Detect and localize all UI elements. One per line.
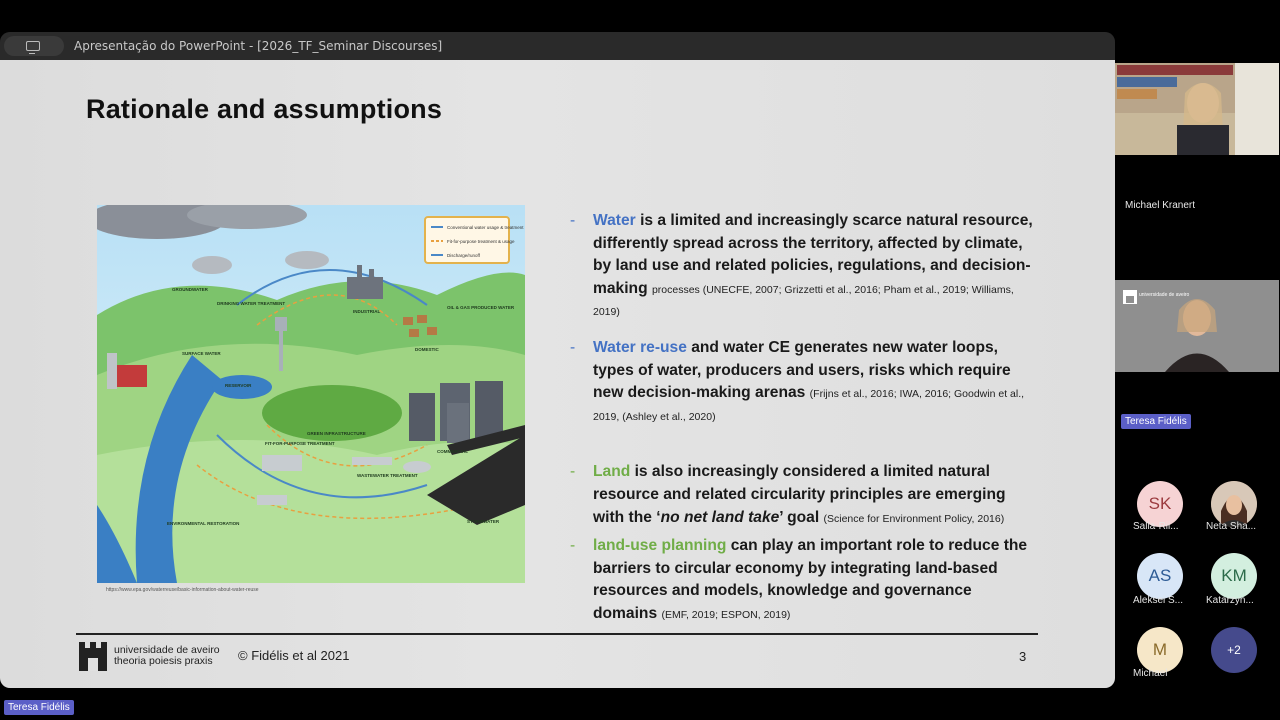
keyword-water: Water: [593, 212, 636, 229]
label-stormwater: STORMWATER: [467, 519, 500, 524]
bullet-ref: processes (UNECFE, 2007; Grizzetti et al., 2016; Pham et al., 2019; Williams, 2019): [593, 283, 1014, 319]
bullet-dash: -: [570, 212, 576, 229]
participant-name: Michael Kranert: [1125, 200, 1196, 211]
bullet-text: can play an important role to reduce the barriers to circular economy by integrating land-based resources and models, knowledge and governance domains: [593, 537, 1028, 622]
video-tile-teresa-fidelis[interactable]: [1115, 280, 1279, 372]
avatar-aleksei[interactable]: AS: [1137, 553, 1183, 599]
monitor-icon: [26, 41, 40, 51]
avatar-label: Katarzyn...: [1206, 595, 1254, 606]
label-groundwater: GROUNDWATER: [172, 287, 208, 292]
shared-window-titlebar: [0, 32, 1115, 60]
label-oilgas: OIL & GAS PRODUCED WATER: [447, 305, 515, 310]
label-env: ENVIRONMENTAL RESTORATION: [167, 521, 240, 526]
bullet-ref: (Frijns et al., 2016; IWA, 2016; Goodwin et al., 2019, (Ashley et al., 2020): [593, 388, 1025, 423]
bullet-ref: (EMF, 2019; ESPON, 2019): [661, 608, 791, 621]
presentation-slide: [0, 60, 1115, 688]
label-reservoir: RESERVOIR: [225, 383, 252, 388]
label-wastewater: WASTEWATER TREATMENT: [357, 473, 418, 478]
legend-discharge: Discharge/runoff: [447, 253, 480, 258]
copyright-text: © Fidélis et al 2021: [238, 648, 350, 663]
label-surface: SURFACE WATER: [182, 351, 221, 356]
bullet-water: [570, 210, 1040, 323]
label-industrial: INDUSTRIAL: [353, 309, 381, 314]
bullet-land: [570, 461, 1040, 529]
participant-video: [1115, 63, 1279, 155]
participant-name-badge: Teresa Fidélis: [1121, 414, 1191, 429]
more-participants-button[interactable]: +2: [1211, 627, 1257, 673]
self-name-badge: Teresa Fidélis: [4, 700, 74, 715]
video-tile-michael-kranert[interactable]: [1115, 63, 1279, 155]
figure-source: https://www.epa.gov/waterreuse/basic-information-about-water-reuse: [106, 587, 259, 593]
bullet-italic: no net land take: [660, 508, 780, 526]
avatar-label: Michael: [1133, 668, 1168, 679]
legend-conventional: Conventional water usage & treatment: [447, 225, 524, 230]
slide-number: 3: [1019, 649, 1027, 664]
bullet-list: [570, 210, 1040, 626]
keyword-land: Land: [593, 463, 631, 481]
label-fitpurpose: FIT-FOR-PURPOSE TREATMENT: [265, 441, 335, 446]
label-commercial: COMMERCIAL: [437, 449, 468, 454]
keyword-water-reuse: Water re-use: [593, 338, 687, 356]
slide-title: Rationale and assumptions: [86, 94, 443, 124]
footer-divider: [76, 633, 1038, 635]
avatar-label: Salla-Rii...: [1133, 521, 1179, 532]
avatar-katarzyna[interactable]: KM: [1211, 553, 1257, 599]
bullet-water-reuse: [570, 337, 1040, 427]
label-green: GREEN INFRASTRUCTURE: [307, 431, 366, 436]
shared-window-title: Apresentação do PowerPoint - [2026_TF_Seminar Discourses]: [74, 39, 443, 53]
university-logo: [78, 640, 220, 672]
window-switch-button[interactable]: [4, 36, 64, 56]
bullet-text: and water CE generates new water loops, types of water, producers and users, risks which require new decision-making arenas: [593, 338, 1011, 402]
bullet-land-use-planning: [570, 535, 1040, 625]
legend-fit-for-purpose: Fit-for-purpose treatment & usage: [447, 239, 515, 244]
university-motto: theoria poiesis praxis: [114, 655, 213, 667]
bullet-dash: -: [570, 463, 576, 481]
avatar-label: Aleksei S...: [1133, 595, 1184, 606]
university-name: universidade de aveiro: [114, 644, 220, 656]
bullet-dash: -: [570, 537, 576, 555]
avatar-salla[interactable]: SK: [1137, 481, 1183, 527]
bullet-text: is also increasingly considered a limited natural resource and related circularity principles are emerging with the ‘: [593, 463, 1006, 526]
keyword-land-use-planning: land-use planning: [593, 537, 727, 555]
bullet-ref: (Science for Environment Policy, 2016): [823, 512, 1005, 525]
university-logo-text: universidade de aveiro: [1139, 292, 1190, 298]
university-logo-icon: [78, 640, 108, 672]
water-cycle-illustration: [97, 205, 525, 583]
avatar-label: Neta Sha...: [1206, 521, 1257, 532]
label-drinking: DRINKING WATER TREATMENT: [217, 301, 286, 306]
avatar-michael[interactable]: M: [1137, 627, 1183, 673]
bullet-text: is a limited and increasingly scarce natural resource, differently spread across the territory, affected by climate, by land use and related policies, regulations, and decision-making: [593, 212, 1033, 297]
shared-screen-window: [0, 32, 1115, 688]
bullet-dash: -: [570, 338, 576, 356]
label-domestic: DOMESTIC: [415, 347, 439, 352]
water-reuse-diagram: [97, 205, 525, 583]
bullet-text: ’ goal: [779, 508, 824, 526]
